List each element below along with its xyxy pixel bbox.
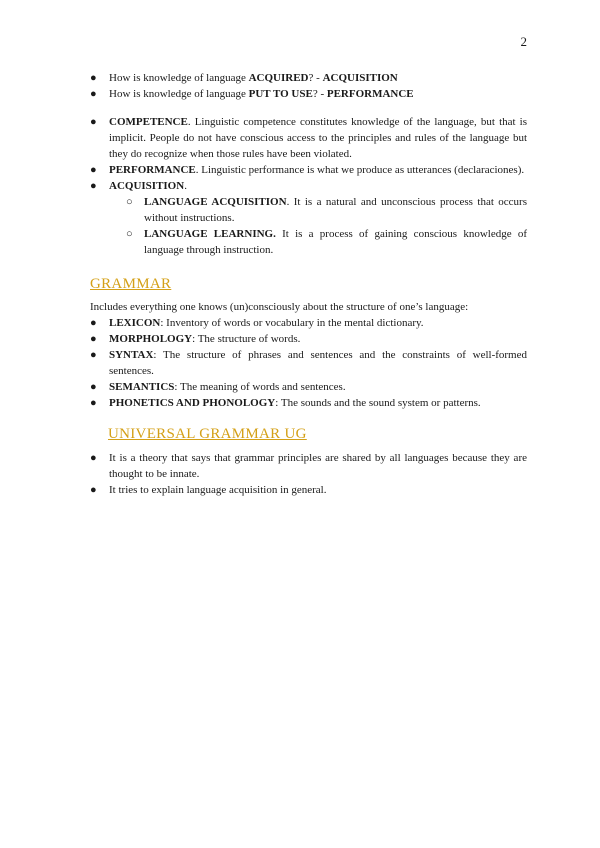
item-text: . Linguistic performance is what we produce as utterances (declaraciones). [195, 164, 525, 176]
bullet-icon: ● [90, 349, 97, 361]
list-item [90, 70, 527, 86]
item-term: PERFORMANCE [109, 164, 196, 176]
item-term: MORPHOLOGY [109, 333, 193, 345]
bullet-icon: ● [90, 72, 97, 84]
grammar-list [90, 315, 527, 411]
item-term: ACQUIRED [248, 72, 309, 84]
item-text: It is a process of gaining conscious knowledge of language through instruction. [144, 228, 527, 256]
list-item [90, 379, 527, 395]
item-text: How is knowledge of language [109, 72, 249, 84]
question-list [90, 70, 527, 102]
ug-list [90, 450, 527, 498]
item-text: ? - [312, 88, 327, 100]
page-number: 2 [520, 34, 527, 49]
circle-bullet-icon: ○ [126, 196, 133, 208]
item-term: ACQUISITION [322, 72, 398, 84]
bullet-icon: ● [90, 116, 97, 128]
bullet-icon: ● [90, 397, 97, 409]
list-item [90, 347, 527, 379]
item-text: : Inventory of words or vocabulary in the mental dictionary. [160, 317, 424, 329]
item-term: LANGUAGE ACQUISITION [144, 196, 287, 208]
grammar-intro: Includes everything one knows (un)consciously about the structure of one’s language: [90, 301, 469, 313]
item-text: . Linguistic competence constitutes knowledge of the language, but that is implicit. People do not have conscious access to the principles and rules of the language but they do recognize when those rules have been violated. [109, 116, 527, 160]
item-text: : The structure of words. [192, 333, 301, 345]
bullet-icon: ● [90, 333, 97, 345]
bullet-icon: ● [90, 452, 97, 464]
sub-list-item [126, 226, 527, 258]
list-item [90, 178, 527, 194]
list-item [90, 450, 527, 482]
grammar-heading: GRAMMAR [90, 276, 172, 292]
bullet-icon: ● [90, 88, 97, 100]
item-term: PERFORMANCE [326, 88, 414, 100]
list-item [90, 114, 527, 162]
item-term: SYNTAX [109, 349, 154, 361]
list-item [90, 315, 527, 331]
item-text: : The structure of phrases and sentences and the constraints of well-formed sentences. [109, 349, 527, 377]
item-text: . It is a natural and unconscious process that occurs without instructions. [144, 196, 528, 224]
bullet-icon: ● [90, 484, 97, 496]
item-text: : The sounds and the sound system or patterns. [275, 397, 481, 409]
sub-list-item [126, 194, 527, 226]
concept-list [90, 114, 527, 258]
item-text: It is a theory that says that grammar principles are shared by all languages because they are thought to be innate. [109, 452, 527, 480]
item-term: COMPETENCE [109, 116, 188, 128]
item-text: . [184, 180, 187, 192]
bullet-icon: ● [90, 317, 97, 329]
list-item [90, 162, 527, 178]
item-term: SEMANTICS [109, 381, 175, 393]
document-body [90, 70, 527, 498]
ug-heading: UNIVERSAL GRAMMAR UG [108, 426, 307, 442]
item-term: LEXICON [109, 317, 161, 329]
list-item [90, 331, 527, 347]
item-term: ACQUISITION [109, 180, 185, 192]
bullet-icon: ● [90, 164, 97, 176]
bullet-icon: ● [90, 180, 97, 192]
bullet-icon: ● [90, 381, 97, 393]
item-text: It tries to explain language acquisition in general. [109, 484, 327, 496]
list-item [90, 86, 527, 102]
item-text: How is knowledge of language [109, 88, 249, 100]
item-term: PHONETICS AND PHONOLOGY [109, 397, 276, 409]
item-text: ? - [308, 72, 323, 84]
item-text: : The meaning of words and sentences. [174, 381, 346, 393]
item-term: LANGUAGE LEARNING. [144, 228, 276, 240]
list-item [90, 482, 527, 498]
item-term: PUT TO USE [248, 88, 313, 100]
list-item [90, 395, 527, 411]
circle-bullet-icon: ○ [126, 228, 133, 240]
